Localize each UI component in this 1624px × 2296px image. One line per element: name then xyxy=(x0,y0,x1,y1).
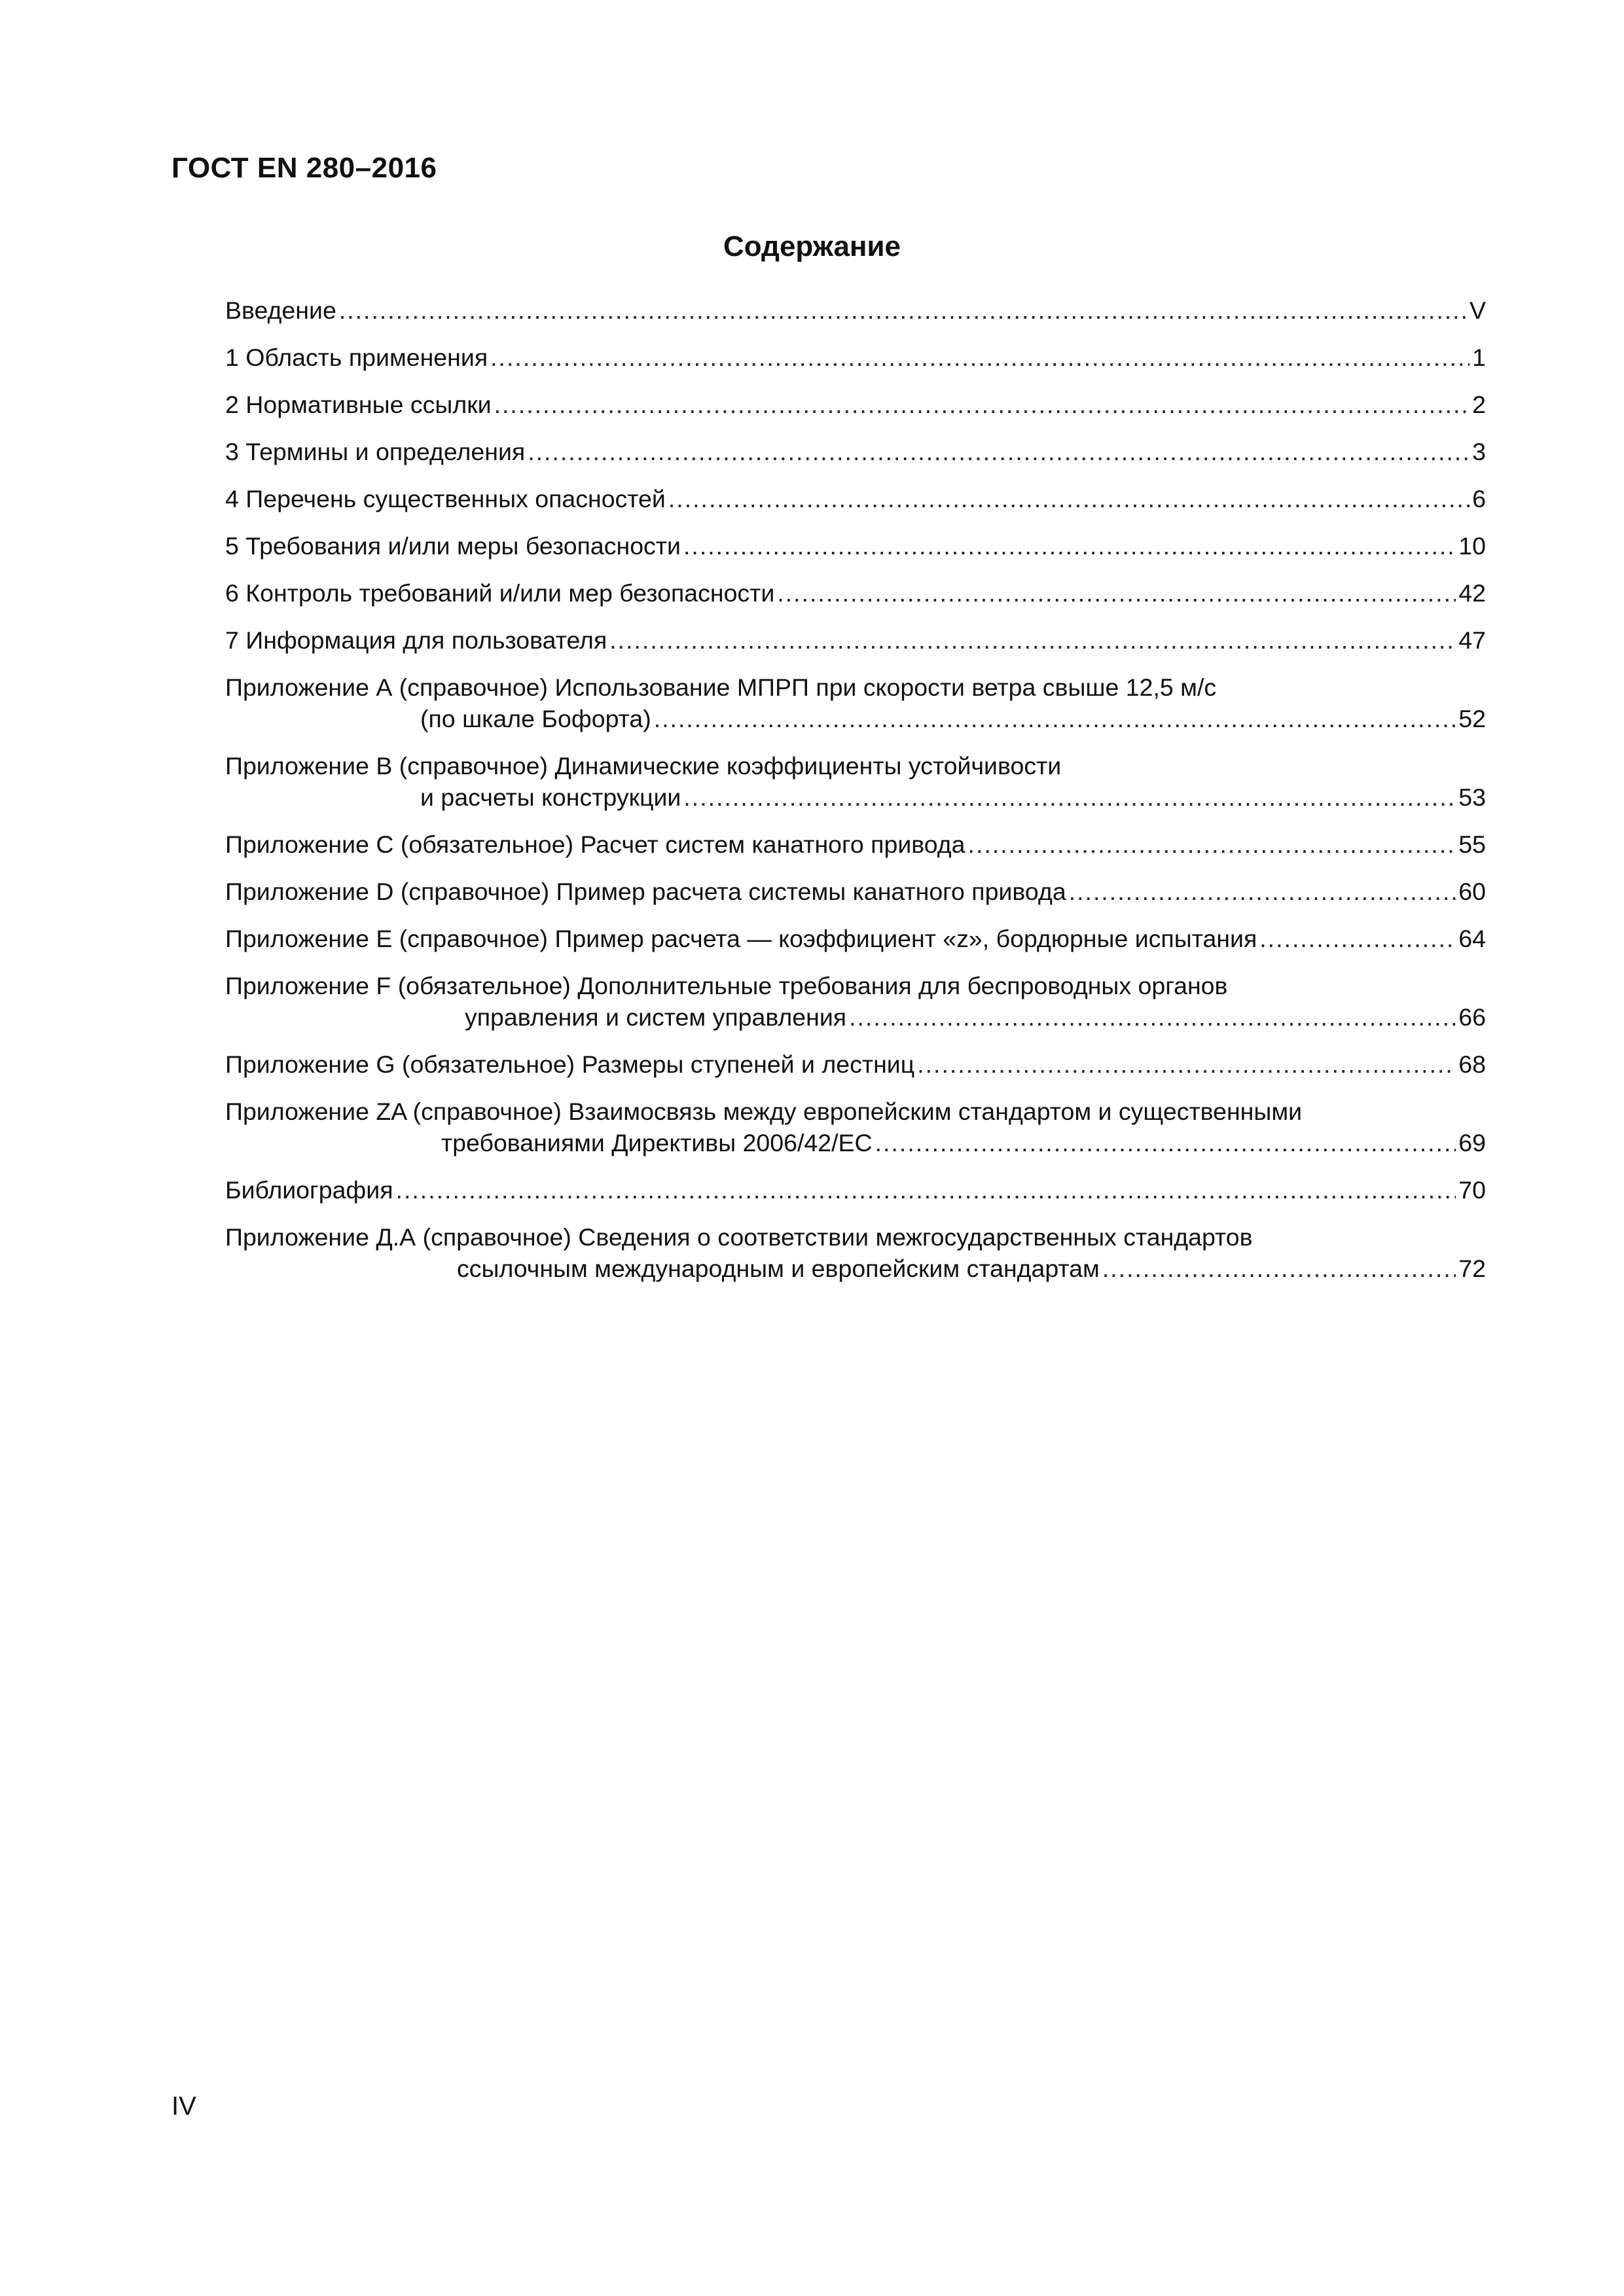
toc-entry-title: 3 Термины и определения xyxy=(225,438,526,465)
toc-entry-title: Приложение G (обязательное) Размеры ступеней и лестниц xyxy=(225,1050,915,1078)
toc-entry[interactable] xyxy=(225,876,1486,907)
toc-entry-title: ссылочным международным и европейским стандартам xyxy=(457,1255,1100,1282)
toc-entry-title: 5 Требования и/или меры безопасности xyxy=(225,532,681,560)
dot-leader xyxy=(1259,923,1456,954)
document-code: ГОСТ EN 280–2016 xyxy=(171,152,437,184)
toc-entry-page: V xyxy=(1469,296,1486,324)
toc-entry-page: 42 xyxy=(1458,579,1486,607)
toc-entry[interactable] xyxy=(225,1174,1486,1206)
toc-entry[interactable] xyxy=(225,436,1486,467)
toc-entry[interactable] xyxy=(225,970,1486,1033)
toc-entry-page: 70 xyxy=(1458,1176,1486,1204)
toc-entry-page: 3 xyxy=(1472,438,1486,465)
dot-leader xyxy=(494,389,1470,420)
toc-entry-title: Приложение F (обязательное) Дополнительные требования для беспроводных органов xyxy=(225,972,1228,999)
toc-entry-title: 2 Нормативные ссылки xyxy=(225,391,492,418)
dot-leader xyxy=(777,577,1456,609)
toc-entry[interactable] xyxy=(225,1096,1486,1158)
dot-leader xyxy=(917,1049,1456,1080)
toc-entry[interactable] xyxy=(225,829,1486,860)
toc-entry[interactable] xyxy=(225,483,1486,514)
page-number: IV xyxy=(171,2092,196,2121)
toc-entry-title: и расчеты конструкции xyxy=(420,783,681,811)
dot-leader xyxy=(683,781,1456,813)
toc-entry-page: 66 xyxy=(1458,1003,1486,1031)
toc-entry-title: 4 Перечень существенных опасностей xyxy=(225,485,666,512)
toc-entry-title: Приложение ZA (справочное) Взаимосвязь между европейским стандартом и существенными xyxy=(225,1098,1303,1125)
toc-entry-title: требованиями Директивы 2006/42/ЕС xyxy=(441,1129,873,1157)
dot-leader xyxy=(609,624,1456,656)
toc-entry[interactable] xyxy=(225,624,1486,656)
toc-title: Содержание xyxy=(723,230,901,262)
toc-entry[interactable] xyxy=(225,577,1486,609)
table-of-contents xyxy=(225,295,1486,1300)
toc-entry[interactable] xyxy=(225,750,1486,813)
toc-entry-title: (по шкале Бофорта) xyxy=(420,705,651,732)
toc-entry-page: 1 xyxy=(1472,344,1486,371)
toc-entry-title: 6 Контроль требований и/или мер безопасности xyxy=(225,579,775,607)
toc-entry-title: Приложение А (справочное) Использование МПРП при скорости ветра свыше 12,5 м/с xyxy=(225,673,1217,701)
toc-entry[interactable] xyxy=(225,1221,1486,1284)
toc-entry-page: 6 xyxy=(1472,485,1486,512)
toc-entry-title: Приложение В (справочное) Динамические коэффициенты устойчивости xyxy=(225,752,1062,780)
dot-leader xyxy=(1102,1253,1456,1284)
toc-entry-page: 2 xyxy=(1472,391,1486,418)
toc-entry-page: 69 xyxy=(1458,1129,1486,1157)
dot-leader xyxy=(339,295,1467,326)
toc-entry[interactable] xyxy=(225,672,1486,734)
toc-entry-page: 68 xyxy=(1458,1050,1486,1078)
toc-entry[interactable] xyxy=(225,1049,1486,1080)
dot-leader xyxy=(683,530,1456,562)
dot-leader xyxy=(968,829,1456,860)
toc-entry[interactable] xyxy=(225,295,1486,326)
toc-entry-title: Приложение Д.А (справочное) Сведения о соответствии межгосударственных стандартов xyxy=(225,1223,1253,1251)
dot-leader xyxy=(875,1127,1456,1158)
dot-leader xyxy=(1069,876,1456,907)
toc-entry-title: Приложение D (справочное) Пример расчета системы канатного привода xyxy=(225,878,1066,905)
toc-entry-title: Приложение С (обязательное) Расчет систем канатного привода xyxy=(225,831,965,858)
dot-leader xyxy=(849,1001,1456,1033)
toc-entry-title: Приложение Е (справочное) Пример расчета — коэффициент «z», бордюрные испытания xyxy=(225,925,1257,952)
dot-leader xyxy=(490,342,1470,373)
toc-entry-page: 72 xyxy=(1458,1255,1486,1282)
toc-entry-title: 1 Область применения xyxy=(225,344,488,371)
toc-entry-title: управления и систем управления xyxy=(465,1003,847,1031)
toc-entry-page: 10 xyxy=(1458,532,1486,560)
toc-entry-page: 47 xyxy=(1458,626,1486,654)
dot-leader xyxy=(668,483,1470,514)
toc-entry-page: 53 xyxy=(1458,783,1486,811)
dot-leader xyxy=(396,1174,1456,1206)
toc-entry-page: 55 xyxy=(1458,831,1486,858)
toc-entry-title: Введение xyxy=(225,296,336,324)
toc-entry-page: 64 xyxy=(1458,925,1486,952)
toc-entry[interactable] xyxy=(225,530,1486,562)
toc-entry-title: 7 Информация для пользователя xyxy=(225,626,607,654)
toc-entry-page: 60 xyxy=(1458,878,1486,905)
toc-entry-page: 52 xyxy=(1458,705,1486,732)
toc-entry[interactable] xyxy=(225,389,1486,420)
dot-leader xyxy=(654,703,1456,734)
dot-leader xyxy=(528,436,1470,467)
toc-entry-title: Библиография xyxy=(225,1176,393,1204)
toc-entry[interactable] xyxy=(225,342,1486,373)
toc-entry[interactable] xyxy=(225,923,1486,954)
